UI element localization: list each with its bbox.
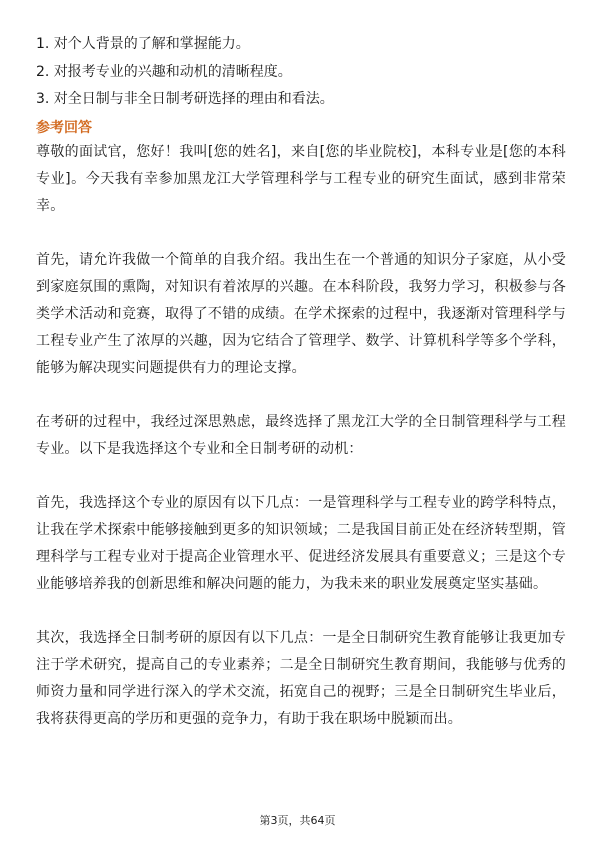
criteria-item-3: 3. 对全日制与非全日制考研选择的理由和看法。 bbox=[36, 91, 334, 107]
paragraph-greeting: 尊敬的面试官，您好！我叫[您的姓名]，来自[您的毕业院校]，本科专业是[您的本科专业]。今天我有幸参加黑龙江大学管理科学与工程专业的研究生面试，感到非常荣幸。 bbox=[36, 143, 566, 214]
page-content bbox=[36, 34, 566, 733]
criteria-item-2: 2. 对报考专业的兴趣和动机的清晰程度。 bbox=[36, 63, 292, 80]
paragraph-self-intro: 首先，请允许我做一个简单的自我介绍。我出生在一个普通的知识分子家庭，从小受到家庭氛围的熏陶，对知识有着浓厚的兴趣。在本科阶段，我努力学习，积极参与各类学术活动和竞赛，取得了不错的成绩。在学术探索的过程中，我逐渐对管理科学与工程专业产生了浓厚的兴趣，因为它结合了管理学、数学、计算机科学等多个学科，能够为解决现实问题提供有力的理论支撑。 bbox=[36, 251, 566, 376]
criteria-item-1: 1. 对个人背景的了解和掌握能力。 bbox=[36, 36, 250, 52]
answer-heading: 参考回答 bbox=[36, 119, 92, 136]
paragraph-choice: 在考研的过程中，我经过深思熟虑，最终选择了黑龙江大学的全日制管理科学与工程专业。以下是我选择这个专业和全日制考研的动机： bbox=[36, 413, 566, 457]
paragraph-major-reasons: 首先，我选择这个专业的原因有以下几点：一是管理科学与工程专业的跨学科特点，让我在学术探索中能够接触到更多的知识领域；二是我国目前正处在经济转型期，管理科学与工程专业对于提高企业管理水平、促进经济发展具有重要意义；三是这个专业能够培养我的创新思维和解决问题的能力，为我未来的职业发展奠定坚实基础。 bbox=[36, 494, 566, 592]
paragraph-fulltime-reasons: 其次，我选择全日制考研的原因有以下几点：一是全日制研究生教育能够让我更加专注于学术研究，提高自己的专业素养；二是全日制研究生教育期间，我能够与优秀的师资力量和同学进行深入的学术交流，拓宽自己的视野；三是全日制研究生毕业后，我将获得更高的学历和更强的竞争力，有助于我在职场中脱颖而出。 bbox=[36, 629, 566, 727]
page-number-footer: 第3页，共64页 bbox=[259, 814, 336, 827]
